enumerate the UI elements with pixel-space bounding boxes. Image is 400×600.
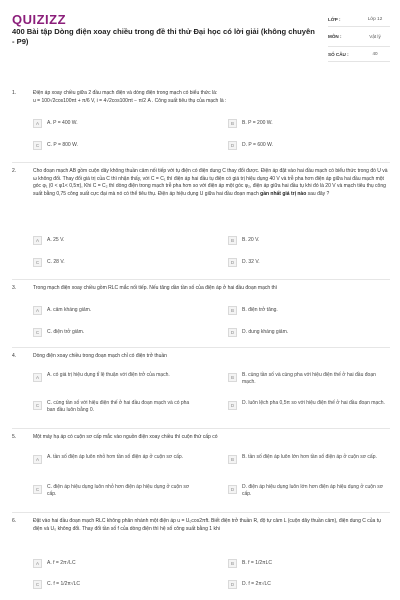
option-b[interactable] [228,370,390,390]
question-formula: u = 100√2cos100πt + π/6 V, i = 4√2cos100πt − π/2 A . Công suất tiêu thụ của mạch là : [33,97,227,104]
option-key: C [33,401,42,410]
option-key: B [228,306,237,315]
option-text: B. P = 200 W. [242,120,273,127]
question-tail: sau đây ? [306,190,330,197]
option-key: B [228,236,237,245]
option-d[interactable] [228,138,388,153]
divider [12,512,390,513]
option-c[interactable] [33,482,198,502]
question-4 [12,353,390,425]
question-3 [12,285,390,345]
option-text: B. điện trở tăng. [242,307,278,314]
option-key: C [33,580,42,589]
option-key: A [33,559,42,568]
option-d[interactable] [228,398,390,418]
question-number: 3. [12,285,17,291]
option-key: B [228,455,237,464]
question-number: 2. [12,168,17,174]
option-b[interactable] [228,116,388,131]
option-key: D [228,485,237,494]
option-text: B. 20 V. [242,237,260,244]
option-b[interactable] [228,233,388,248]
option-text: C. điện áp hiệu dụng luôn nhỏ hơn điện áp hiệu dụng ở cuộn sơ cấp. [47,484,190,497]
option-a[interactable] [33,303,193,318]
option-a[interactable] [33,116,193,131]
option-text: C. 28 V. [47,259,65,266]
option-b[interactable] [228,452,390,472]
question-text: Một máy hạ áp có cuộn sơ cấp mắc vào nguồn điện xoay chiều thì cuộn thứ cấp có [33,434,218,440]
option-text: B. cùng tần số và cùng pha với hiệu điện thế ở hai đầu đoạn mạch. [242,372,376,385]
option-c[interactable] [33,325,193,340]
option-d[interactable] [228,255,388,270]
option-text: C. P = 800 W. [47,142,78,149]
option-text: A. cảm kháng giảm. [47,307,92,314]
question-1 [12,90,390,160]
option-text: D. luôn lệch pha 0,5π so với hiệu điện thế ở hai đầu đoạn mạch. [242,400,385,406]
option-text: A. f = 2π√LC [47,560,76,567]
option-text: C. cùng tần số với hiệu điện thế ở hai đầu đoạn mạch và có pha ban đầu luôn bằng 0. [47,400,190,413]
divider [12,279,390,280]
option-c[interactable] [33,255,193,270]
meta-count [328,47,390,62]
question-number: 5. [12,434,17,440]
option-a[interactable] [33,452,198,472]
option-key: A [33,119,42,128]
option-key: C [33,258,42,267]
option-a[interactable] [33,556,193,571]
option-key: A [33,373,42,382]
divider [12,347,390,348]
class-value: Lớp 12 [367,16,383,22]
option-key: C [33,141,42,150]
option-key: A [33,236,42,245]
meta-class [328,12,390,27]
question-number: 6. [12,518,17,524]
option-b[interactable] [228,556,388,571]
option-d[interactable] [228,577,388,592]
count-value: 40 [372,51,378,57]
option-b[interactable] [228,303,388,318]
option-text: D. f = 2π√LC [242,581,271,588]
divider [12,428,390,429]
class-label: LỚP : [328,16,341,22]
option-key: B [228,119,237,128]
question-text: Đặt vào hai đầu đoạn mạch RLC không phân nhánh một điện áp u = U₀cos2πft. Biết điện trở thuần R, độ tự cảm L (cuộn dây thuần cảm), điện dung C của tụ điện và U₀ không đổi. Thay đổi tần số f của dòng điện thì hệ số công suất bằng 1 khi [33,518,381,532]
question-6 [12,518,390,598]
option-text: A. có giá trị hiệu dụng tỉ lệ thuận với điện trở của mạch. [47,372,170,378]
option-text: A. 25 V. [47,237,65,244]
option-key: D [228,580,237,589]
question-stem: Điện áp xoay chiều giữa 2 đầu mạch điện và dòng điện trong mạch có biểu thức là: [33,90,218,96]
option-c[interactable] [33,398,198,418]
option-text: C. f = 1/2π√LC [47,581,81,588]
option-key: C [33,328,42,337]
option-d[interactable] [228,325,388,340]
option-text: D. 32 V. [242,259,260,266]
option-text: C. điện trở giảm. [47,329,85,336]
option-d[interactable] [228,482,390,502]
question-text: Trong mạch điện xoay chiều gồm RLC mắc nối tiếp. Nếu tăng dần tần số của điện áp ở hai đầu đoạn mạch thì [33,285,278,291]
option-key: A [33,306,42,315]
question-text: Dòng điện xoay chiều trong đoạn mạch chỉ có điện trở thuần [33,353,167,359]
option-text: D. P = 600 W. [242,142,273,149]
meta-subject [328,27,390,47]
question-5 [12,434,390,510]
subject-label: MÔN : [328,34,342,39]
meta-info [328,12,390,62]
option-key: C [33,485,42,494]
option-key: D [228,328,237,337]
option-a[interactable] [33,233,193,248]
question-number: 1. [12,90,17,96]
question-stem: Cho đoạn mạch AB gồm cuộn dây không thuần cảm nối tiếp với tụ điện có điện dung C thay đổi được. Điện áp đặt vào hai đầu mạch có biểu thức trong đó U và ω không đổi. Thay đổi giá trị của C thì nhận thấy, với C = C₁ thì điện áp hai đầu tụ điện có giá trị hiệu dụng 40 V và trễ pha hơn điện áp giữa hai đầu mạch một góc φ₁ (0 < φ1< 0,5π), Khi C = C₂ thì dòng điện trong mạch trễ pha hơn so với điện áp một góc φ₂, điện áp giữa hai đầu tụ khi đó là 20 V và mạch tiêu thụ công suất bằng 0,75 công suất cực đại mà nó có thể tiêu thụ. Điện áp hiệu dụng U giữa hai đầu đoạn mạch [33,168,388,197]
question-2 [12,168,390,280]
option-text: B. tần số điện áp luôn lớn hơn tần số điện áp ở cuộn sơ cấp. [242,454,377,460]
document-header [0,0,400,72]
quizizz-logo: QUIZIZZ [12,12,67,27]
option-text: A. P = 400 W. [47,120,78,127]
option-key: D [228,258,237,267]
option-text: A. tần số điện áp luôn nhỏ hơn tần số điện áp ở cuộn sơ cấp. [47,454,184,460]
count-label: SỐ CÂU : [328,51,349,57]
option-text: B. f = 1/2πLC [242,560,272,567]
option-key: A [33,455,42,464]
option-key: D [228,141,237,150]
divider [12,162,390,163]
subject-value: Vật lý [369,33,381,39]
option-key: D [228,401,237,410]
question-text [33,168,388,198]
document-title: 400 Bài tập Dòng điện xoay chiều trong đề thi thử Đại học có lời giải (không chuyên - P9) [12,27,315,46]
question-emphasis: gần nhất giá trị nào [260,190,307,197]
option-c[interactable] [33,138,193,153]
option-key: B [228,559,237,568]
option-text: D. dung kháng giảm. [242,329,289,336]
option-a[interactable] [33,370,198,390]
option-key: B [228,373,237,382]
question-text [33,90,388,105]
option-text: D. điện áp hiệu dụng luôn lớn hơn điện áp hiệu dụng ở cuộn sơ cấp. [242,484,383,497]
question-number: 4. [12,353,17,359]
option-c[interactable] [33,577,193,592]
